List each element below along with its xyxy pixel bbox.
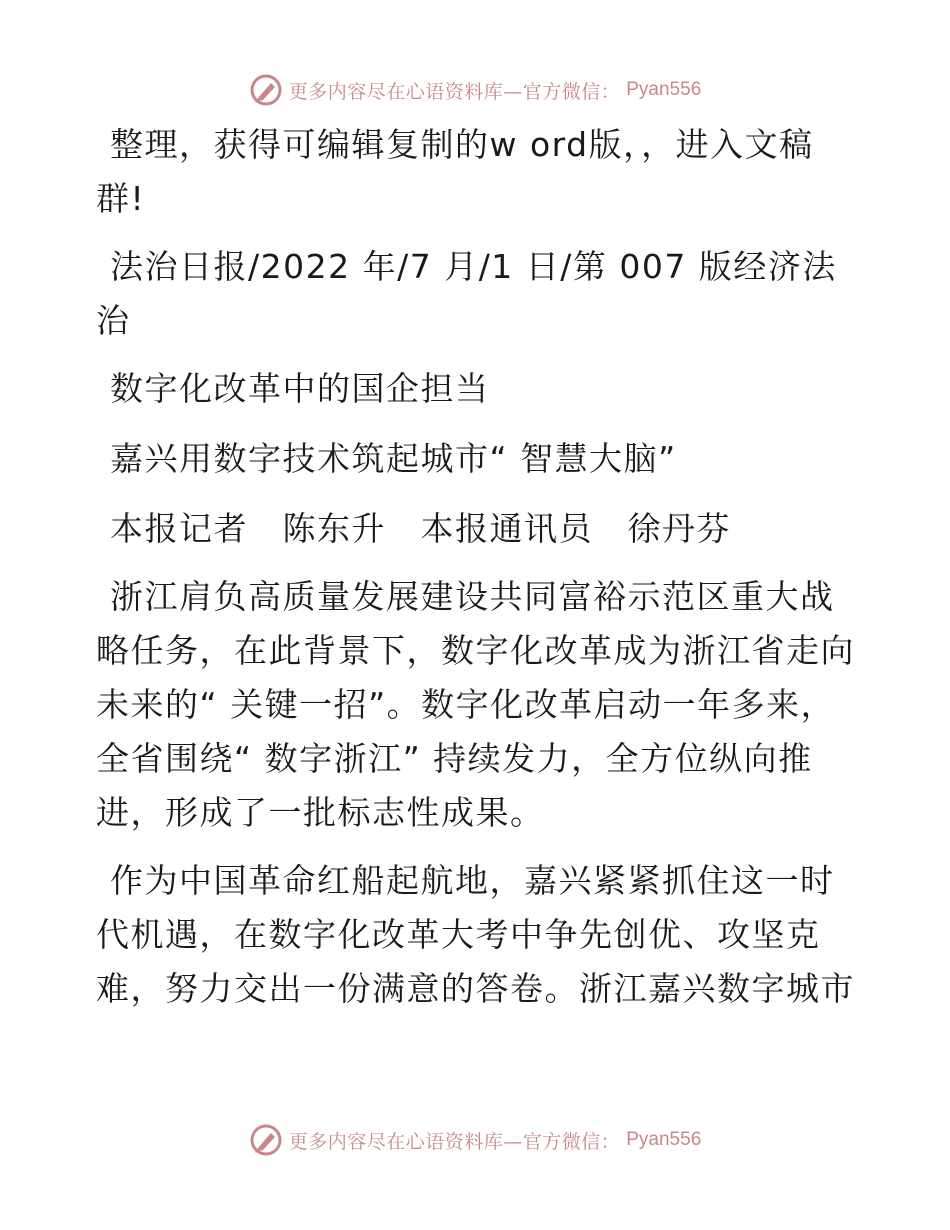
paragraph-source: 法治日报/2022 年/7 月/1 日/第 007 版经济法治 [96, 247, 837, 340]
watermark-text: 更多内容尽在心语资料库—官方微信： [288, 1130, 621, 1153]
paragraph-intro: 整理，获得可编辑复制的w ord版，，进入文稿群! [96, 125, 814, 218]
watermark-wechat-id: Pyan556 [626, 1129, 702, 1150]
watermark-text: 更多内容尽在心语资料库—官方微信： [288, 80, 621, 103]
watermark-header [0, 70, 950, 110]
document-body [96, 118, 856, 1030]
pen-logo-icon [249, 73, 283, 107]
paragraph-body-2: 作为中国革命红船起航地，嘉兴紧紧抓住这一时代机遇，在数字化改革大考中争先创优、攻坚克难，努力交出一份满意的答卷。浙江嘉兴数字城市 [96, 861, 855, 1008]
watermark-footer [0, 1120, 950, 1160]
article-headline: 嘉兴用数字技术筑起城市“ 智慧大脑” [110, 439, 677, 478]
article-byline: 本报记者 陈东升 本报通讯员 徐丹芬 [110, 509, 731, 548]
article-section-title: 数字化改革中的国企担当 [110, 369, 490, 408]
watermark-wechat-id: Pyan556 [626, 79, 702, 100]
pen-logo-icon [249, 1123, 283, 1157]
paragraph-body-1: 浙江肩负高质量发展建设共同富裕示范区重大战略任务，在此背景下，数字化改革成为浙江省走向未来的“ 关键一招”。数字化改革启动一年多来，全省围绕“ 数字浙江” 持续发力，全方位纵向推进，形成了一批标志性成果。 [96, 577, 855, 832]
